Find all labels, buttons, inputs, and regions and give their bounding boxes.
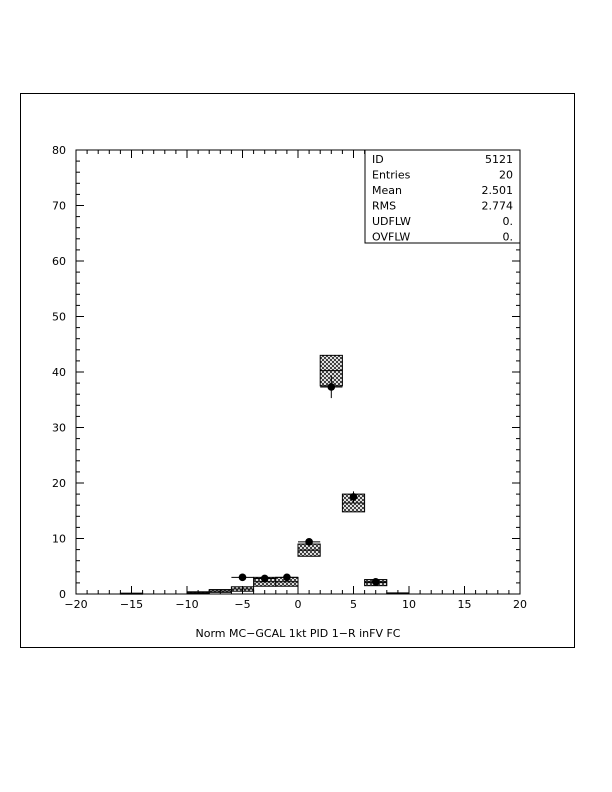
y-tick-label: 10 — [52, 532, 66, 546]
stats-row-value: 20 — [499, 168, 513, 182]
data-point-marker — [372, 578, 380, 586]
y-tick-label: 80 — [52, 144, 66, 157]
y-tick-label: 50 — [52, 310, 66, 324]
stats-row-label: RMS — [372, 199, 397, 213]
x-tick-label: −10 — [175, 598, 199, 611]
stats-box — [365, 150, 520, 244]
y-tick-label: 40 — [52, 366, 66, 379]
data-point-marker — [305, 538, 313, 546]
data-point-marker — [350, 493, 358, 501]
x-tick-label: 5 — [350, 598, 357, 611]
stats-row-label: OVFLW — [372, 230, 411, 244]
histogram-chart — [21, 94, 576, 649]
figure-frame — [20, 93, 575, 648]
data-point-marker — [283, 574, 291, 582]
stats-row-label: Entries — [372, 168, 411, 182]
x-tick-label: 15 — [457, 598, 472, 611]
stats-row-value: 0. — [502, 215, 513, 228]
y-tick-label: 20 — [52, 477, 66, 490]
x-tick-label: 20 — [513, 598, 527, 611]
x-axis-title: Norm MC−GCAL 1kt PID 1−R inFV FC — [195, 627, 401, 640]
data-point-marker — [328, 383, 336, 391]
stats-row-value: 2.501 — [481, 184, 513, 197]
mc-band-layer — [120, 355, 409, 594]
y-tick-label: 0 — [59, 588, 66, 601]
stats-row-value: 5121 — [485, 153, 513, 166]
x-tick-label: 0 — [294, 598, 302, 611]
y-tick-label: 30 — [52, 421, 66, 435]
data-point-marker — [239, 574, 247, 582]
y-tick-label: 60 — [52, 255, 66, 268]
stats-row-value: 2.774 — [481, 199, 513, 213]
x-tick-label: 10 — [402, 598, 416, 611]
x-tick-label: −5 — [234, 598, 251, 611]
y-tick-label: 70 — [52, 199, 66, 213]
data-point-marker — [261, 575, 269, 583]
stats-row-value: 0. — [502, 230, 513, 244]
stats-row-label: UDFLW — [372, 215, 411, 228]
x-tick-label: −20 — [64, 598, 88, 611]
stats-row-label: Mean — [372, 184, 402, 197]
x-tick-label: −15 — [119, 598, 144, 611]
stats-row-label: ID — [372, 153, 384, 166]
